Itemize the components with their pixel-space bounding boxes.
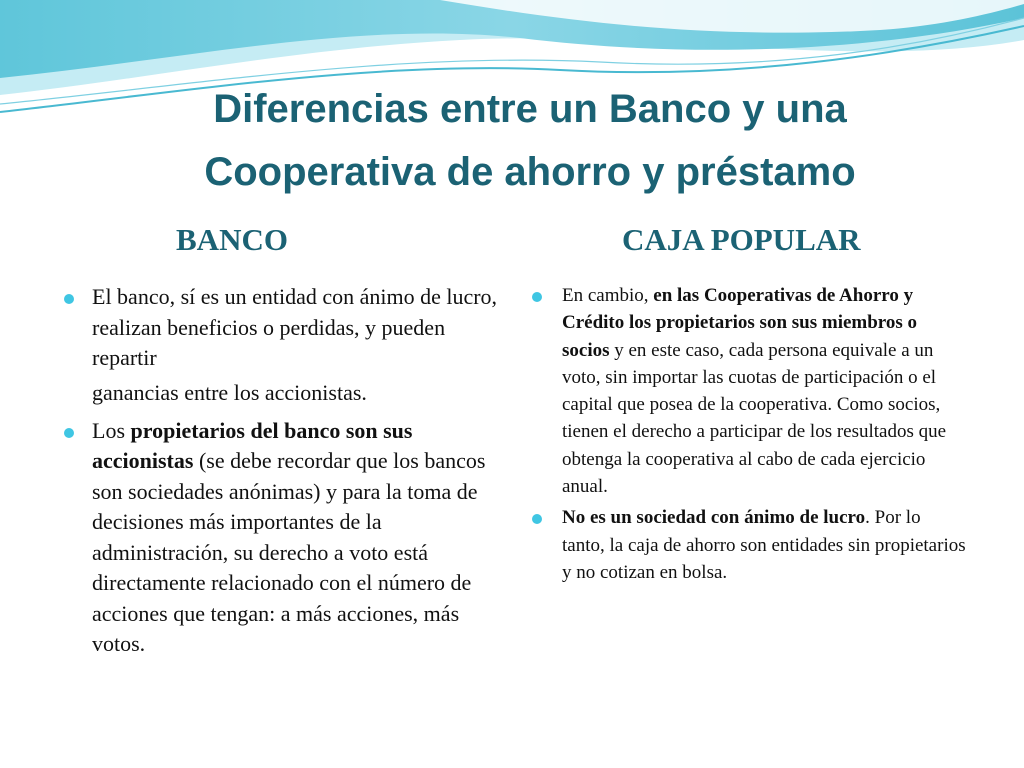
caja-bullet-1-rest: y en este caso, cada persona equivale a un voto, sin importar las cuotas de participación o el capital que posea de la cooperativa. Como socios, tienen el derecho a participar de los resultados que obtenga la cooperativa al cabo de cada ejercicio anual.: [562, 339, 947, 498]
bullet-dot-icon: [64, 428, 74, 438]
caja-bullet-1: [528, 282, 968, 500]
banco-bullet-1: [60, 282, 510, 412]
banco-bullet-2-rest: (se debe recordar que los bancos son sociedades anónimas) y para la toma de decisiones más importantes de la administración, su derecho a voto está directamente relacionado con el número de acciones que tengan: a más acciones, más votos.: [92, 448, 486, 656]
banco-bullet-2-lead: Los: [92, 417, 131, 443]
banco-bullet-list: [60, 282, 510, 660]
banco-heading: BANCO: [176, 222, 288, 257]
banco-bullet-1-last-line: ganancias entre los accionistas.: [92, 379, 367, 405]
banco-bullet-2-text: [92, 416, 510, 660]
caja-bullet-1-bold: en las Cooperativas de Ahorro y Crédito los propietarios son sus miembros o socios: [562, 285, 918, 361]
caja-bullet-2: [528, 504, 968, 586]
slide-title-line-2: Cooperativa de ahorro y préstamo: [204, 150, 856, 194]
caja-bullet-1-text: [562, 282, 968, 500]
bullet-dot-icon: [64, 294, 74, 304]
banco-bullet-1-text: El banco, sí es un entidad con ánimo de lucro, realizan beneficios o perdidas, y pueden repartir: [92, 284, 498, 370]
banco-bullet-2: [60, 416, 510, 660]
caja-bullet-2-text: [562, 504, 968, 586]
caja-popular-heading: CAJA POPULAR: [622, 222, 861, 257]
slide-title: [130, 78, 930, 204]
caja-bullet-2-bold: No es un sociedad con ánimo de lucro: [562, 507, 866, 529]
bullet-dot-icon: [532, 292, 542, 302]
bullet-dot-icon: [532, 514, 542, 524]
caja-bullet-list: [528, 282, 968, 586]
caja-bullet-1-lead: En cambio,: [562, 285, 654, 306]
banco-bullet-1-text-end: [92, 374, 510, 412]
banco-bullet-2-bold: propietarios del banco son sus accionistas: [92, 417, 413, 473]
slide-title-line-1: Diferencias entre un Banco y una: [213, 87, 847, 131]
caja-bullet-2-rest: . Por lo tanto, la caja de ahorro son entidades sin propietarios y no cotizan en bolsa.: [562, 507, 966, 583]
